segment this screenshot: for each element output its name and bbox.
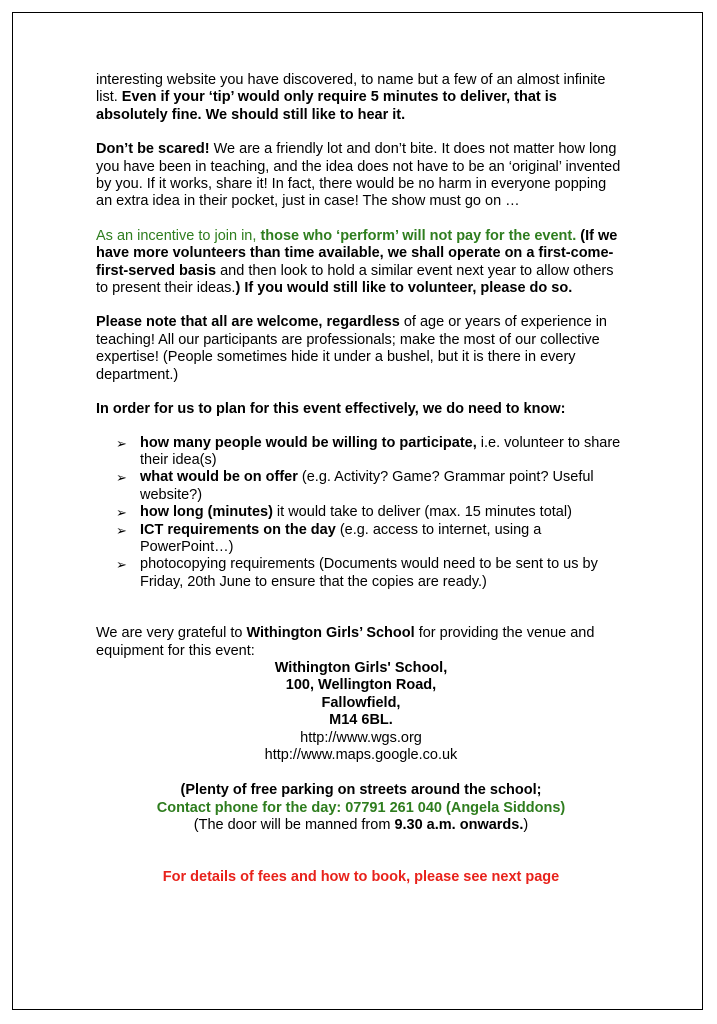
paragraph-need-to-know: In order for us to plan for this event effectively, we do need to know: — [96, 401, 566, 418]
arrow-bullet-icon: ➢ — [116, 470, 127, 486]
arrow-bullet-icon: ➢ — [116, 505, 127, 521]
paragraph-incentive: As an incentive to join in, those who ‘perform’ will not pay for the event. (If we have more volunteers than time available, we shall operate on a first-come-first-served basis and then look to hold a similar event next year to allow others to present their ideas.) If you would still like to volunteer, please do so. — [96, 227, 618, 297]
requirements-list — [116, 435, 626, 592]
footer-note: For details of fees and how to book, please see next page — [162, 868, 560, 885]
paragraph-grateful: We are very grateful to Withington Girls’ School for providing the venue and equipment for this event: — [96, 625, 595, 659]
arrow-bullet-icon: ➢ — [116, 435, 127, 451]
paragraph-all-welcome: Please note that all are welcome, regardless of age or years of experience in teaching! All our participants are professionals; make the most of our collective expertise! (People sometimes hide it under a bushel, but it is there in every department.) — [96, 314, 607, 383]
list-item: ➢ what would be on offer (e.g. Activity? Game? Grammar point? Useful website?) — [116, 469, 594, 503]
venue-address — [96, 660, 626, 764]
contact-phone: Contact phone for the day: 07791 261 040 (Angela Siddons) — [156, 799, 566, 816]
address-line: Withington Girls' School, — [274, 659, 448, 676]
paragraph-dont-be-scared: Don’t be scared! We are a friendly lot and don’t bite. It does not matter how long you have been in teaching, and the idea does not have to be an ‘original’ invented by you. If it works, share it! In fact, there would be no harm in everyone popping an extra idea in their pocket, just in case! The show must go on … — [96, 141, 621, 210]
address-line: M14 6BL. — [329, 712, 393, 729]
parking-info: (Plenty of free parking on streets around the school; Contact phone for the day: 07791 261 040 (Angela Siddons) (The door will be manned from 9.30 a.m. onwards.) — [156, 782, 566, 834]
maps-link[interactable]: http://www.maps.google.co.uk — [264, 747, 458, 763]
list-item: ➢ ICT requirements on the day (e.g. access to internet, using a PowerPoint…) — [116, 521, 542, 555]
arrow-bullet-icon: ➢ — [116, 522, 127, 538]
list-item: ➢ how long (minutes) it would take to deliver (max. 15 minutes total) — [116, 504, 572, 521]
arrow-bullet-icon: ➢ — [116, 557, 127, 573]
paragraph-tips: interesting website you have discovered, to name but a few of an almost infinite list. Even if your ‘tip’ would only require 5 minutes to deliver, that is absolutely fine. We should still like to hear it. — [96, 72, 606, 123]
list-item: ➢ how many people would be willing to participate, i.e. volunteer to share their idea(s) — [116, 434, 621, 468]
school-website-link[interactable]: http://www.wgs.org — [300, 729, 422, 746]
address-line: Fallowfield, — [321, 694, 401, 711]
list-item: ➢ photocopying requirements (Documents would need to be sent to us by Friday, 20th June to ensure that the copies are ready.) — [116, 556, 598, 590]
document-body — [96, 72, 626, 886]
address-line: 100, Wellington Road, — [285, 677, 437, 694]
